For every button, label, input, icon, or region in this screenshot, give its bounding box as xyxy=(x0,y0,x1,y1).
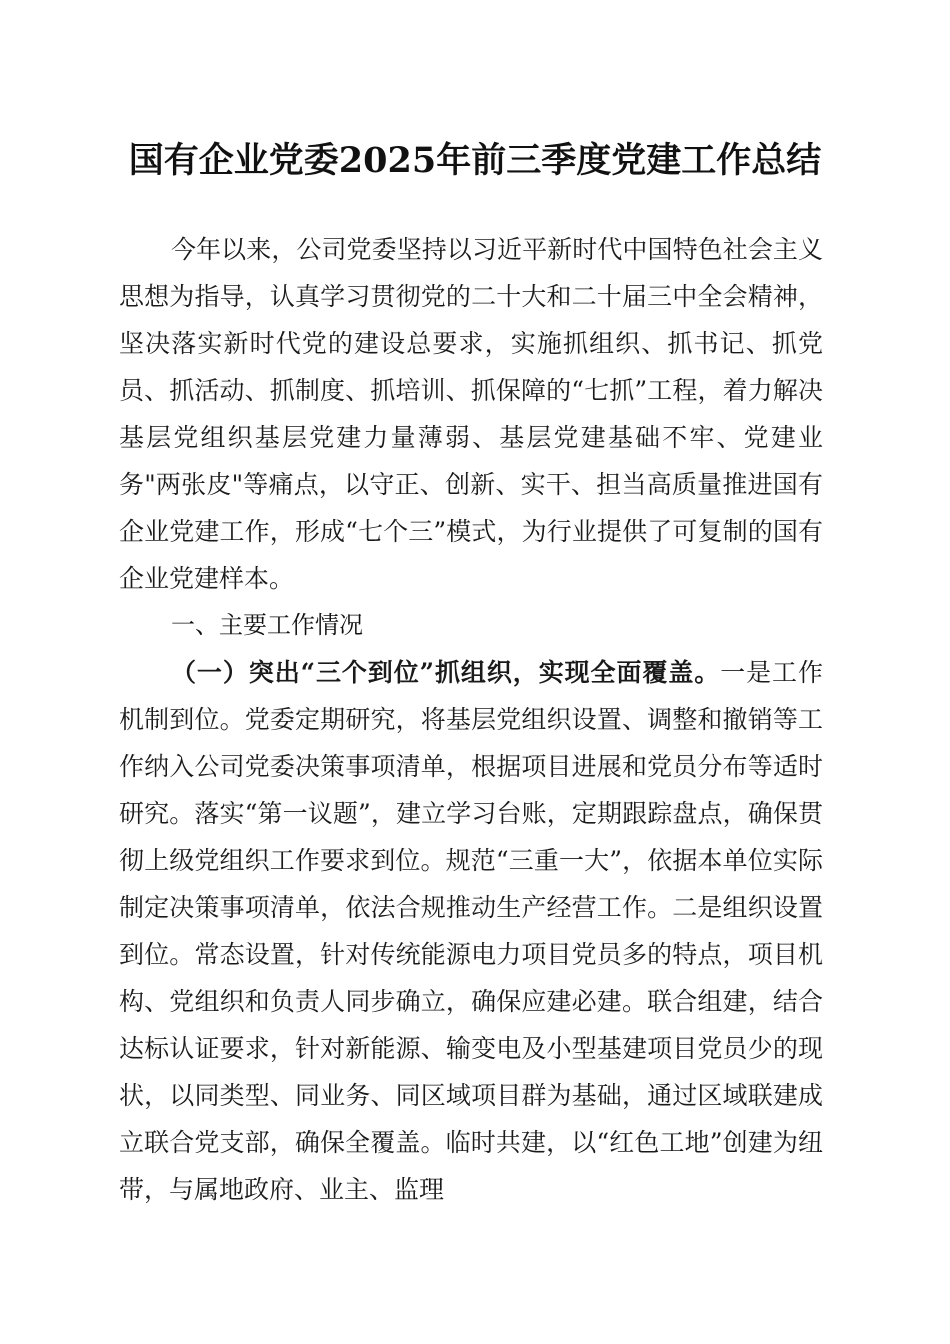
subsection-lead: （一）突出“三个到位”抓组织，实现全面覆盖。 xyxy=(171,658,721,687)
subsection-paragraph xyxy=(119,649,823,1213)
intro-paragraph: 今年以来，公司党委坚持以习近平新时代中国特色社会主义思想为指导，认真学习贯彻党的二十大和二十届三中全会精神，坚决落实新时代党的建设总要求，实施抓组织、抓书记、抓党员、抓活动、抓制度、抓培训、抓保障的“七抓”工程，着力解决基层党组织基层党建力量薄弱、基层党建基础不牢、党建业务"两张皮"等痛点，以守正、创新、实干、担当高质量推进国有企业党建工作，形成“七个三”模式，为行业提供了可复制的国有企业党建样本。 xyxy=(119,235,823,593)
section-heading: 一、主要工作情况 xyxy=(171,611,363,639)
document-title: 国有企业党委2025年前三季度党建工作总结 xyxy=(128,140,822,181)
document-body xyxy=(119,226,823,1213)
subsection-body: 一是工作机制到位。党委定期研究，将基层党组织设置、调整和撤销等工作纳入公司党委决策事项清单，根据项目进展和党员分布等适时研究。落实“第一议题”，建立学习台账，定期跟踪盘点，确保贯彻上级党组织工作要求到位。规范“三重一大”，依据本单位实际制定决策事项清单，依法合规推动生产经营工作。二是组织设置到位。常态设置，针对传统能源电力项目党员多的特点，项目机构、党组织和负责人同步确立，确保应建必建。联合组建，结合达标认证要求，针对新能源、输变电及小型基建项目党员少的现状，以同类型、同业务、同区域项目群为基础，通过区域联建成立联合党支部，确保全覆盖。临时共建，以“红色工地”创建为纽带，与属地政府、业主、监理 xyxy=(119,658,823,1204)
